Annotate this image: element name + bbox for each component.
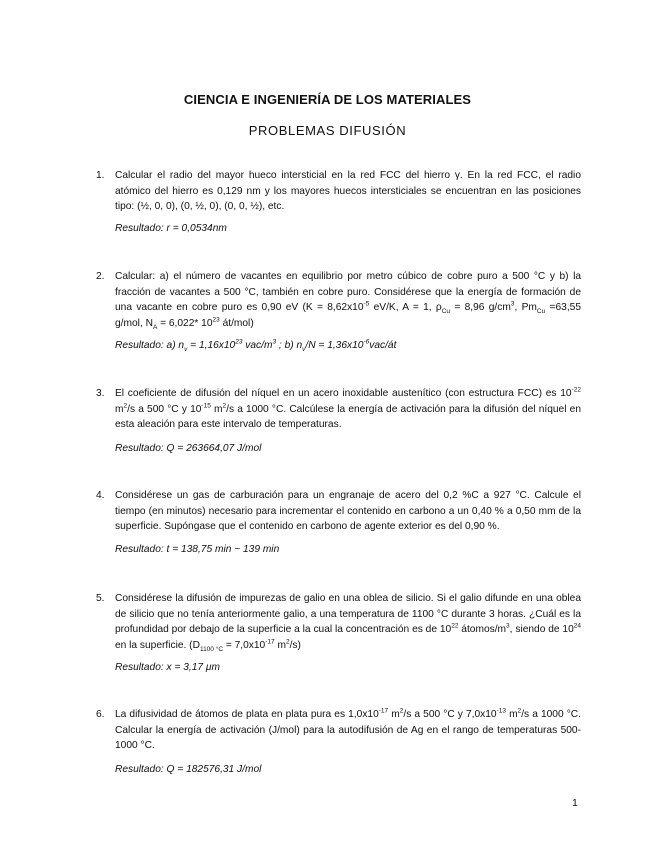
problem-5-result: Resultado: x = 3,17 μm: [115, 662, 220, 673]
problem-4: [96, 488, 581, 535]
problem-text: Calcular: a) el número de vacantes en equilibrio por metro cúbico de cobre puro a 500 °C y b) la fracción de vacantes a 500 °C, también en cobre puro. Considérese que la energía de formación de una vacante en cobre puro es 0,90 eV ($K = 8,62x10^{-5}$ eV/K, A = 1, $\rho_{Cu} = 8,96$ $g/cm^3$, $Pm_{Cu} =63,55$ g/mol, $N_A = 6,022*$ $10^{23}$ át/mol): [115, 271, 581, 331]
problem-6-result: Resultado: Q = 182576,31 J/mol: [115, 764, 262, 775]
problem-number: 1.: [96, 170, 105, 181]
problem-1: [96, 168, 581, 215]
problem-1-result: Resultado: r = 0,0534nm: [115, 223, 227, 234]
problem-6: [96, 707, 581, 754]
problem-text: La difusividad de átomos de plata en plata pura es $1,0x10^{-17}$ $m^2/s$ a 500 °C y $7,0x10^{-13}$ $m^2/s$ a 1000 °C. Calcular la energía de activación (J/mol) para la autodifusión de Ag en el rango de temperaturas 500-1000 °C.: [115, 707, 581, 751]
problem-text: Calcular el radio del mayor hueco intersticial en la red FCC del hierro γ. En la red FCC, el radio atómico del hierro es 0,129 nm y los mayores huecos intersticiales se encuentran en las posiciones tipo: (½, 0, 0), (0, ½, 0), (0, 0, ½), etc.: [115, 170, 581, 212]
problem-text: Considérese un gas de carburación para un engranaje de acero del 0,2 %C a 927 °C. Calcule el tiempo (en minutos) necesario para incrementar el contenido en carbono a un 0,40 % a 0,50 mm de la superficie. Supóngase que el contenido en carbono de agente exterior es del 0,90 %.: [115, 490, 581, 532]
problem-number: 6.: [96, 709, 105, 720]
problem-number: 2.: [96, 271, 105, 282]
problem-3-result: Resultado: Q = 263664,07 J/mol: [115, 443, 262, 454]
problem-3: [96, 386, 581, 433]
problem-text: Considérese la difusión de impurezas de galio en una oblea de silicio. Si el galio difunde en una oblea de silicio que no tenía anteriormente galio, a una temperatura de 1100 °C durante 3 horas. ¿Cuál es la profundidad por debajo de la superficie a la cual la concentración es de $10^{22}$ átomos/$m^3$, siendo de $10^{24}$ en la superficie. ($D_{1100 ^\circ C} = 7,0x10^{-17}$ $m^2/s$): [115, 593, 581, 653]
problem-2-result: Resultado: a) $n_v = 1,16x10^{23}$ vac/$m^3$ ; b) $n_v/N$ = $1,36x10^{-6}vac/át$: [115, 338, 397, 354]
page-number: 1: [572, 797, 578, 809]
problem-4-result: Resultado: t = 138,75 min ~ 139 min: [115, 544, 280, 555]
document-title: CIENCIA E INGENIERÍA DE LOS MATERIALES: [183, 92, 472, 107]
problem-5: [96, 591, 581, 653]
document-subtitle: PROBLEMAS DIFUSIÓN: [248, 123, 407, 138]
problem-number: 3.: [96, 388, 105, 399]
problem-number: 4.: [96, 490, 105, 501]
problem-number: 5.: [96, 593, 105, 604]
problem-text: El coeficiente de difusión del níquel en un acero inoxidable austenítico (con estructura FCC) es $10^{-22}$ $m^2/s$ a 500 °C y $10^{-15}$ $m^2/s$ a 1000 °C. Calcúlese la energía de activación para la difusión del níquel en esta aleación para este intervalo de temperaturas.: [115, 386, 581, 430]
problem-2: [96, 269, 581, 331]
